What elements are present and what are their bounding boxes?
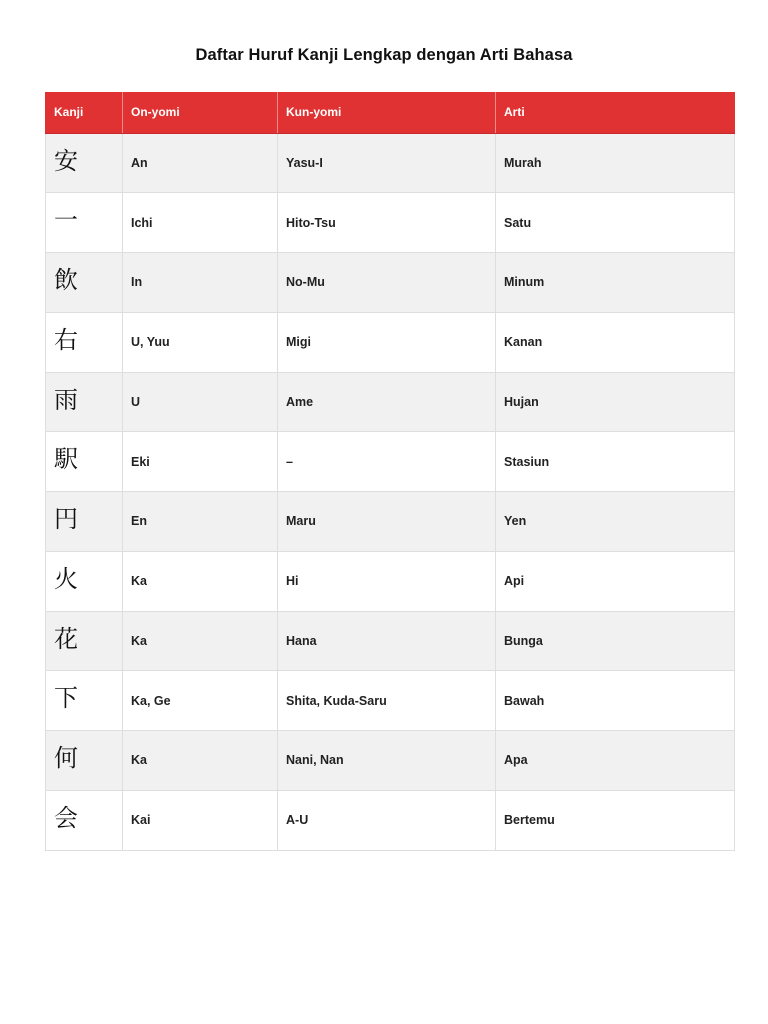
on-yomi-cell: Kai — [123, 790, 278, 850]
on-yomi-cell: An — [123, 133, 278, 193]
on-yomi-cell: Ka — [123, 731, 278, 791]
table-row — [46, 731, 735, 791]
column-header-on-yomi: On-yomi — [123, 92, 278, 133]
table-row — [46, 551, 735, 611]
kun-yomi-cell: Hito-Tsu — [278, 193, 496, 253]
arti-cell: Stasiun — [496, 432, 735, 492]
table-row — [46, 253, 735, 313]
on-yomi-cell: U — [123, 372, 278, 432]
on-yomi-cell: En — [123, 492, 278, 552]
kun-yomi-cell: Hi — [278, 551, 496, 611]
kun-yomi-cell: Yasu-I — [278, 133, 496, 193]
kun-yomi-cell: Migi — [278, 312, 496, 372]
table-row — [46, 671, 735, 731]
kanji-cell: 安 — [46, 133, 123, 193]
on-yomi-cell: U, Yuu — [123, 312, 278, 372]
kanji-cell: 円 — [46, 492, 123, 552]
table-row — [46, 372, 735, 432]
arti-cell: Bertemu — [496, 790, 735, 850]
kanji-cell: 駅 — [46, 432, 123, 492]
kanji-cell: 一 — [46, 193, 123, 253]
table-row — [46, 492, 735, 552]
on-yomi-cell: In — [123, 253, 278, 313]
kanji-cell: 飲 — [46, 253, 123, 313]
column-header-arti: Arti — [496, 92, 735, 133]
column-header-kanji: Kanji — [46, 92, 123, 133]
table-row — [46, 432, 735, 492]
arti-cell: Bawah — [496, 671, 735, 731]
kanji-cell: 雨 — [46, 372, 123, 432]
kanji-table — [45, 92, 735, 851]
kanji-cell: 右 — [46, 312, 123, 372]
on-yomi-cell: Ichi — [123, 193, 278, 253]
arti-cell: Satu — [496, 193, 735, 253]
arti-cell: Kanan — [496, 312, 735, 372]
arti-cell: Yen — [496, 492, 735, 552]
on-yomi-cell: Ka, Ge — [123, 671, 278, 731]
table-row — [46, 790, 735, 850]
kanji-cell: 下 — [46, 671, 123, 731]
table-row — [46, 312, 735, 372]
kun-yomi-cell: No-Mu — [278, 253, 496, 313]
page-title: Daftar Huruf Kanji Lengkap dengan Arti Bahasa — [195, 46, 573, 64]
table-row — [46, 133, 735, 193]
kanji-cell: 会 — [46, 790, 123, 850]
arti-cell: Apa — [496, 731, 735, 791]
table-row — [46, 193, 735, 253]
kanji-cell: 火 — [46, 551, 123, 611]
on-yomi-cell: Ka — [123, 611, 278, 671]
arti-cell: Bunga — [496, 611, 735, 671]
kun-yomi-cell: Hana — [278, 611, 496, 671]
arti-cell: Minum — [496, 253, 735, 313]
kanji-cell: 花 — [46, 611, 123, 671]
on-yomi-cell: Eki — [123, 432, 278, 492]
on-yomi-cell: Ka — [123, 551, 278, 611]
arti-cell: Api — [496, 551, 735, 611]
kun-yomi-cell: Shita, Kuda-Saru — [278, 671, 496, 731]
kanji-cell: 何 — [46, 731, 123, 791]
table-header-row — [46, 92, 735, 133]
arti-cell: Hujan — [496, 372, 735, 432]
column-header-kun-yomi: Kun-yomi — [278, 92, 496, 133]
kun-yomi-cell: Ame — [278, 372, 496, 432]
arti-cell: Murah — [496, 133, 735, 193]
table-row — [46, 611, 735, 671]
kun-yomi-cell: – — [278, 432, 496, 492]
kun-yomi-cell: A-U — [278, 790, 496, 850]
kun-yomi-cell: Nani, Nan — [278, 731, 496, 791]
kun-yomi-cell: Maru — [278, 492, 496, 552]
